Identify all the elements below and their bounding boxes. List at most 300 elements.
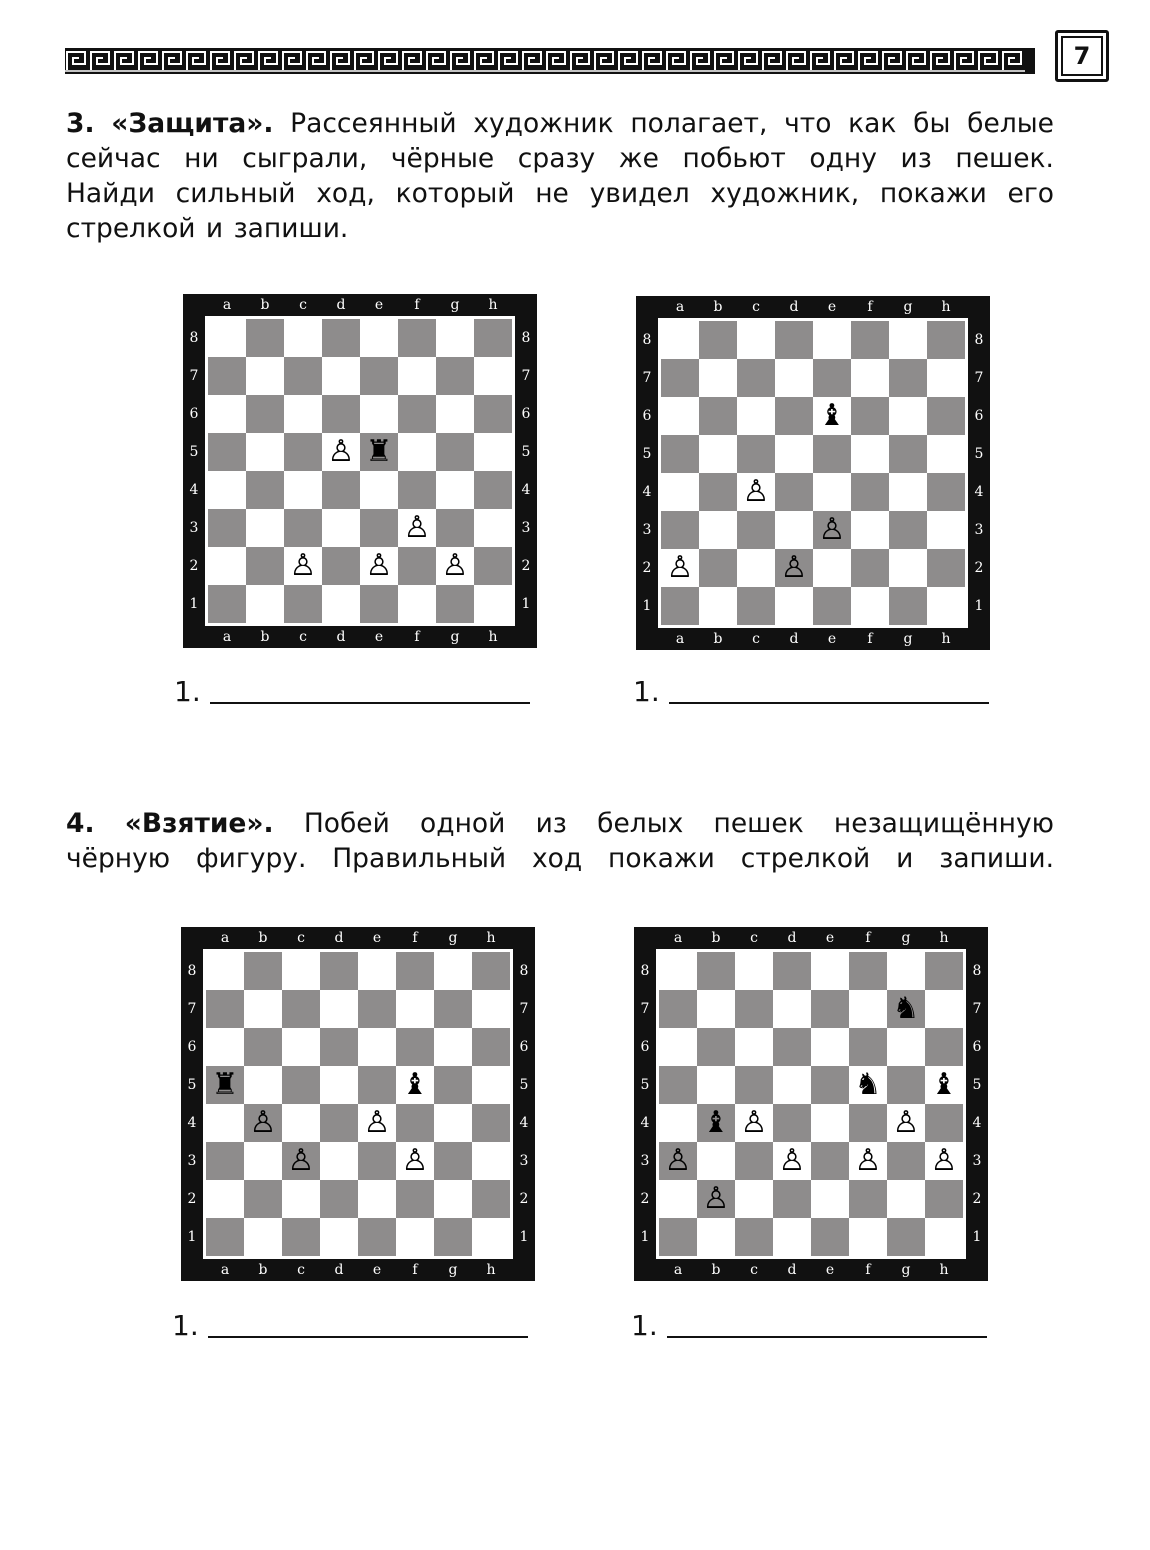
square-e2[interactable]	[360, 547, 398, 585]
square-f1[interactable]	[396, 1218, 434, 1256]
square-a7[interactable]	[208, 357, 246, 395]
square-b6[interactable]	[699, 397, 737, 435]
square-b2[interactable]	[697, 1180, 735, 1218]
square-g8[interactable]	[887, 952, 925, 990]
white-pawn-icon[interactable]: ♙	[365, 548, 393, 583]
square-b5[interactable]	[697, 1066, 735, 1104]
square-c5[interactable]	[735, 1066, 773, 1104]
square-e4[interactable]	[813, 473, 851, 511]
square-h6[interactable]	[472, 1028, 510, 1066]
square-h5[interactable]	[472, 1066, 510, 1104]
square-g6[interactable]	[434, 1028, 472, 1066]
square-c2[interactable]	[284, 547, 322, 585]
square-d2[interactable]	[320, 1180, 358, 1218]
square-c8[interactable]	[737, 321, 775, 359]
square-h7[interactable]	[925, 990, 963, 1028]
square-h1[interactable]	[472, 1218, 510, 1256]
square-b6[interactable]	[244, 1028, 282, 1066]
square-f6[interactable]	[398, 395, 436, 433]
square-f7[interactable]	[396, 990, 434, 1028]
square-d3[interactable]	[322, 509, 360, 547]
square-d4[interactable]	[320, 1104, 358, 1142]
white-pawn-icon[interactable]: ♙	[740, 1105, 768, 1140]
square-a3[interactable]	[208, 509, 246, 547]
square-e6[interactable]	[811, 1028, 849, 1066]
square-f5[interactable]	[398, 433, 436, 471]
square-h7[interactable]	[927, 359, 965, 397]
square-e5[interactable]	[813, 435, 851, 473]
square-c4[interactable]	[284, 471, 322, 509]
square-a2[interactable]	[206, 1180, 244, 1218]
square-g7[interactable]	[887, 990, 925, 1028]
square-d4[interactable]	[773, 1104, 811, 1142]
square-f4[interactable]	[398, 471, 436, 509]
black-rook-icon[interactable]: ♜	[211, 1067, 239, 1102]
square-h3[interactable]	[925, 1142, 963, 1180]
square-a5[interactable]	[206, 1066, 244, 1104]
square-f2[interactable]	[396, 1180, 434, 1218]
square-f4[interactable]	[851, 473, 889, 511]
square-d8[interactable]	[322, 319, 360, 357]
square-a6[interactable]	[206, 1028, 244, 1066]
square-d7[interactable]	[322, 357, 360, 395]
square-e4[interactable]	[811, 1104, 849, 1142]
square-d7[interactable]	[773, 990, 811, 1028]
white-pawn-icon[interactable]: ♙	[363, 1105, 391, 1140]
square-e8[interactable]	[360, 319, 398, 357]
white-pawn-icon[interactable]: ♙	[742, 474, 770, 509]
square-f5[interactable]	[849, 1066, 887, 1104]
square-g1[interactable]	[434, 1218, 472, 1256]
task-body-text: стрелкой и запиши.	[66, 213, 349, 244]
square-e8[interactable]	[358, 952, 396, 990]
square-g2[interactable]	[889, 549, 927, 587]
square-c2[interactable]	[282, 1180, 320, 1218]
square-c3[interactable]	[282, 1142, 320, 1180]
square-h4[interactable]	[472, 1104, 510, 1142]
square-g4[interactable]	[887, 1104, 925, 1142]
square-d4[interactable]	[322, 471, 360, 509]
square-h8[interactable]	[927, 321, 965, 359]
square-e2[interactable]	[813, 549, 851, 587]
square-g7[interactable]	[434, 990, 472, 1028]
file-label: a	[675, 631, 685, 647]
square-f7[interactable]	[398, 357, 436, 395]
white-pawn-icon[interactable]: ♙	[249, 1105, 277, 1140]
square-h2[interactable]	[472, 1180, 510, 1218]
square-b5[interactable]	[246, 433, 284, 471]
square-g6[interactable]	[887, 1028, 925, 1066]
square-g4[interactable]	[434, 1104, 472, 1142]
square-h3[interactable]	[474, 509, 512, 547]
white-pawn-icon[interactable]: ♙	[930, 1143, 958, 1178]
square-b2[interactable]	[246, 547, 284, 585]
square-c3[interactable]	[737, 511, 775, 549]
square-e2[interactable]	[358, 1180, 396, 1218]
square-g5[interactable]	[887, 1066, 925, 1104]
rank-label: 6	[972, 1039, 982, 1055]
square-d2[interactable]	[322, 547, 360, 585]
square-c6[interactable]	[737, 397, 775, 435]
square-e4[interactable]	[358, 1104, 396, 1142]
square-e7[interactable]	[360, 357, 398, 395]
square-e6[interactable]	[358, 1028, 396, 1066]
square-b6[interactable]	[246, 395, 284, 433]
square-c6[interactable]	[282, 1028, 320, 1066]
square-a8[interactable]	[206, 952, 244, 990]
square-c4[interactable]	[735, 1104, 773, 1142]
square-f8[interactable]	[398, 319, 436, 357]
square-d5[interactable]	[320, 1066, 358, 1104]
square-h7[interactable]	[474, 357, 512, 395]
square-f1[interactable]	[849, 1218, 887, 1256]
square-f4[interactable]	[849, 1104, 887, 1142]
square-b3[interactable]	[697, 1142, 735, 1180]
square-b1[interactable]	[697, 1218, 735, 1256]
square-a2[interactable]	[659, 1180, 697, 1218]
square-h2[interactable]	[927, 549, 965, 587]
square-d2[interactable]	[773, 1180, 811, 1218]
square-e7[interactable]	[358, 990, 396, 1028]
file-label: b	[258, 930, 268, 946]
square-e1[interactable]	[811, 1218, 849, 1256]
white-pawn-icon[interactable]: ♙	[892, 1105, 920, 1140]
square-f4[interactable]	[396, 1104, 434, 1142]
square-e3[interactable]	[360, 509, 398, 547]
square-b7[interactable]	[697, 990, 735, 1028]
square-d3[interactable]	[775, 511, 813, 549]
white-pawn-icon[interactable]: ♙	[403, 510, 431, 545]
square-e6[interactable]	[813, 397, 851, 435]
square-f2[interactable]	[398, 547, 436, 585]
square-f5[interactable]	[851, 435, 889, 473]
file-label: h	[941, 631, 951, 647]
square-h6[interactable]	[474, 395, 512, 433]
square-g7[interactable]	[436, 357, 474, 395]
square-a6[interactable]	[208, 395, 246, 433]
square-a3[interactable]	[206, 1142, 244, 1180]
square-a6[interactable]	[659, 1028, 697, 1066]
square-b3[interactable]	[244, 1142, 282, 1180]
square-h8[interactable]	[474, 319, 512, 357]
rank-label: 7	[972, 1001, 982, 1017]
square-f7[interactable]	[851, 359, 889, 397]
square-f8[interactable]	[396, 952, 434, 990]
square-g4[interactable]	[436, 471, 474, 509]
square-c1[interactable]	[282, 1218, 320, 1256]
square-g3[interactable]	[436, 509, 474, 547]
white-pawn-icon[interactable]: ♙	[666, 550, 694, 585]
square-c7[interactable]	[284, 357, 322, 395]
square-c2[interactable]	[737, 549, 775, 587]
square-a5[interactable]	[659, 1066, 697, 1104]
square-a6[interactable]	[661, 397, 699, 435]
white-pawn-icon[interactable]: ♙	[818, 512, 846, 547]
square-e6[interactable]	[360, 395, 398, 433]
square-d7[interactable]	[320, 990, 358, 1028]
square-b8[interactable]	[246, 319, 284, 357]
square-h1[interactable]	[925, 1218, 963, 1256]
square-f1[interactable]	[851, 587, 889, 625]
black-knight-icon[interactable]: ♞	[854, 1067, 882, 1102]
square-d1[interactable]	[320, 1218, 358, 1256]
square-b7[interactable]	[246, 357, 284, 395]
square-d1[interactable]	[773, 1218, 811, 1256]
square-a1[interactable]	[659, 1218, 697, 1256]
square-b7[interactable]	[244, 990, 282, 1028]
square-g5[interactable]	[889, 435, 927, 473]
square-b1[interactable]	[246, 585, 284, 623]
square-g3[interactable]	[889, 511, 927, 549]
square-d6[interactable]	[322, 395, 360, 433]
square-h5[interactable]	[927, 435, 965, 473]
square-a7[interactable]	[659, 990, 697, 1028]
square-c5[interactable]	[282, 1066, 320, 1104]
white-pawn-icon[interactable]: ♙	[289, 548, 317, 583]
square-f6[interactable]	[849, 1028, 887, 1066]
answer-line[interactable]	[210, 702, 530, 704]
square-e3[interactable]	[813, 511, 851, 549]
square-g1[interactable]	[887, 1218, 925, 1256]
square-a8[interactable]	[659, 952, 697, 990]
square-a4[interactable]	[208, 471, 246, 509]
square-e8[interactable]	[813, 321, 851, 359]
square-g2[interactable]	[436, 547, 474, 585]
square-a5[interactable]	[661, 435, 699, 473]
square-b3[interactable]	[699, 511, 737, 549]
square-f3[interactable]	[398, 509, 436, 547]
square-d8[interactable]	[773, 952, 811, 990]
square-a1[interactable]	[208, 585, 246, 623]
square-a4[interactable]	[661, 473, 699, 511]
white-pawn-icon[interactable]: ♙	[401, 1143, 429, 1178]
square-a2[interactable]	[661, 549, 699, 587]
square-d5[interactable]	[773, 1066, 811, 1104]
square-d6[interactable]	[320, 1028, 358, 1066]
square-b8[interactable]	[697, 952, 735, 990]
square-a7[interactable]	[661, 359, 699, 397]
square-h5[interactable]	[474, 433, 512, 471]
square-b7[interactable]	[699, 359, 737, 397]
square-f8[interactable]	[849, 952, 887, 990]
answer-line[interactable]	[208, 1336, 528, 1338]
square-c1[interactable]	[284, 585, 322, 623]
square-h2[interactable]	[474, 547, 512, 585]
square-g5[interactable]	[436, 433, 474, 471]
square-c1[interactable]	[737, 587, 775, 625]
square-f6[interactable]	[851, 397, 889, 435]
square-b5[interactable]	[244, 1066, 282, 1104]
white-pawn-icon[interactable]: ♙	[287, 1143, 315, 1178]
square-a4[interactable]	[206, 1104, 244, 1142]
square-b4[interactable]	[244, 1104, 282, 1142]
white-pawn-icon[interactable]: ♙	[778, 1143, 806, 1178]
square-f2[interactable]	[849, 1180, 887, 1218]
square-e8[interactable]	[811, 952, 849, 990]
square-b4[interactable]	[246, 471, 284, 509]
white-pawn-icon[interactable]: ♙	[702, 1181, 730, 1216]
square-d4[interactable]	[775, 473, 813, 511]
square-g4[interactable]	[889, 473, 927, 511]
square-f3[interactable]	[849, 1142, 887, 1180]
square-a8[interactable]	[208, 319, 246, 357]
square-a3[interactable]	[661, 511, 699, 549]
square-g6[interactable]	[889, 397, 927, 435]
square-e7[interactable]	[811, 990, 849, 1028]
rank-label: 6	[189, 406, 199, 422]
square-c5[interactable]	[284, 433, 322, 471]
square-c3[interactable]	[735, 1142, 773, 1180]
square-b6[interactable]	[697, 1028, 735, 1066]
square-h4[interactable]	[474, 471, 512, 509]
square-f8[interactable]	[851, 321, 889, 359]
square-d6[interactable]	[773, 1028, 811, 1066]
square-h1[interactable]	[927, 587, 965, 625]
square-h6[interactable]	[927, 397, 965, 435]
square-h8[interactable]	[925, 952, 963, 990]
square-a2[interactable]	[208, 547, 246, 585]
square-a1[interactable]	[206, 1218, 244, 1256]
file-label: d	[789, 631, 799, 647]
square-h4[interactable]	[927, 473, 965, 511]
square-f1[interactable]	[398, 585, 436, 623]
black-bishop-icon[interactable]: ♝	[702, 1105, 730, 1140]
square-b4[interactable]	[697, 1104, 735, 1142]
white-pawn-icon[interactable]: ♙	[854, 1143, 882, 1178]
white-pawn-icon[interactable]: ♙	[327, 434, 355, 469]
square-c7[interactable]	[735, 990, 773, 1028]
square-c6[interactable]	[284, 395, 322, 433]
square-f7[interactable]	[849, 990, 887, 1028]
square-b2[interactable]	[244, 1180, 282, 1218]
square-a7[interactable]	[206, 990, 244, 1028]
white-pawn-icon[interactable]: ♙	[441, 548, 469, 583]
rank-label: 1	[189, 596, 199, 612]
square-e4[interactable]	[360, 471, 398, 509]
square-g1[interactable]	[436, 585, 474, 623]
black-rook-icon[interactable]: ♜	[365, 434, 393, 469]
square-b3[interactable]	[246, 509, 284, 547]
square-d7[interactable]	[775, 359, 813, 397]
square-h5[interactable]	[925, 1066, 963, 1104]
square-e7[interactable]	[813, 359, 851, 397]
square-a3[interactable]	[659, 1142, 697, 1180]
square-g1[interactable]	[889, 587, 927, 625]
square-g5[interactable]	[434, 1066, 472, 1104]
square-e1[interactable]	[358, 1218, 396, 1256]
square-d8[interactable]	[775, 321, 813, 359]
white-pawn-icon[interactable]: ♙	[664, 1143, 692, 1178]
square-h1[interactable]	[474, 585, 512, 623]
square-c4[interactable]	[282, 1104, 320, 1142]
square-e3[interactable]	[811, 1142, 849, 1180]
square-f3[interactable]	[851, 511, 889, 549]
square-g3[interactable]	[887, 1142, 925, 1180]
square-a8[interactable]	[661, 321, 699, 359]
square-d3[interactable]	[320, 1142, 358, 1180]
black-knight-icon[interactable]: ♞	[892, 991, 920, 1026]
square-b4[interactable]	[699, 473, 737, 511]
square-d5[interactable]	[322, 433, 360, 471]
square-b2[interactable]	[699, 549, 737, 587]
square-g2[interactable]	[434, 1180, 472, 1218]
square-h6[interactable]	[925, 1028, 963, 1066]
square-c2[interactable]	[735, 1180, 773, 1218]
square-f3[interactable]	[396, 1142, 434, 1180]
square-d3[interactable]	[773, 1142, 811, 1180]
square-d1[interactable]	[322, 585, 360, 623]
square-c7[interactable]	[737, 359, 775, 397]
square-c4[interactable]	[737, 473, 775, 511]
square-b8[interactable]	[699, 321, 737, 359]
square-c3[interactable]	[284, 509, 322, 547]
square-c5[interactable]	[737, 435, 775, 473]
square-h8[interactable]	[472, 952, 510, 990]
square-f5[interactable]	[396, 1066, 434, 1104]
square-g6[interactable]	[436, 395, 474, 433]
square-b5[interactable]	[699, 435, 737, 473]
file-label: b	[260, 297, 270, 313]
black-bishop-icon[interactable]: ♝	[930, 1067, 958, 1102]
square-e5[interactable]	[360, 433, 398, 471]
square-a4[interactable]	[659, 1104, 697, 1142]
white-pawn-icon[interactable]: ♙	[780, 550, 808, 585]
square-e3[interactable]	[358, 1142, 396, 1180]
square-d6[interactable]	[775, 397, 813, 435]
square-c6[interactable]	[735, 1028, 773, 1066]
square-c8[interactable]	[284, 319, 322, 357]
square-h4[interactable]	[925, 1104, 963, 1142]
square-e1[interactable]	[360, 585, 398, 623]
square-a5[interactable]	[208, 433, 246, 471]
square-h7[interactable]	[472, 990, 510, 1028]
black-bishop-icon[interactable]: ♝	[818, 398, 846, 433]
square-f2[interactable]	[851, 549, 889, 587]
square-c1[interactable]	[735, 1218, 773, 1256]
square-g8[interactable]	[434, 952, 472, 990]
square-h2[interactable]	[925, 1180, 963, 1218]
square-h3[interactable]	[472, 1142, 510, 1180]
square-b1[interactable]	[244, 1218, 282, 1256]
square-g8[interactable]	[436, 319, 474, 357]
square-g7[interactable]	[889, 359, 927, 397]
square-g2[interactable]	[887, 1180, 925, 1218]
square-e2[interactable]	[811, 1180, 849, 1218]
square-g8[interactable]	[889, 321, 927, 359]
square-g3[interactable]	[434, 1142, 472, 1180]
square-d2[interactable]	[775, 549, 813, 587]
square-b8[interactable]	[244, 952, 282, 990]
black-bishop-icon[interactable]: ♝	[401, 1067, 429, 1102]
square-e5[interactable]	[358, 1066, 396, 1104]
answer-number: 1.	[172, 1309, 199, 1342]
square-b1[interactable]	[699, 587, 737, 625]
square-f6[interactable]	[396, 1028, 434, 1066]
square-e5[interactable]	[811, 1066, 849, 1104]
square-d1[interactable]	[775, 587, 813, 625]
square-d5[interactable]	[775, 435, 813, 473]
square-a1[interactable]	[661, 587, 699, 625]
square-c8[interactable]	[282, 952, 320, 990]
square-c8[interactable]	[735, 952, 773, 990]
answer-line[interactable]	[669, 702, 989, 704]
file-label: d	[334, 1262, 344, 1278]
square-d8[interactable]	[320, 952, 358, 990]
answer-line[interactable]	[667, 1336, 987, 1338]
square-e1[interactable]	[813, 587, 851, 625]
square-h3[interactable]	[927, 511, 965, 549]
square-c7[interactable]	[282, 990, 320, 1028]
